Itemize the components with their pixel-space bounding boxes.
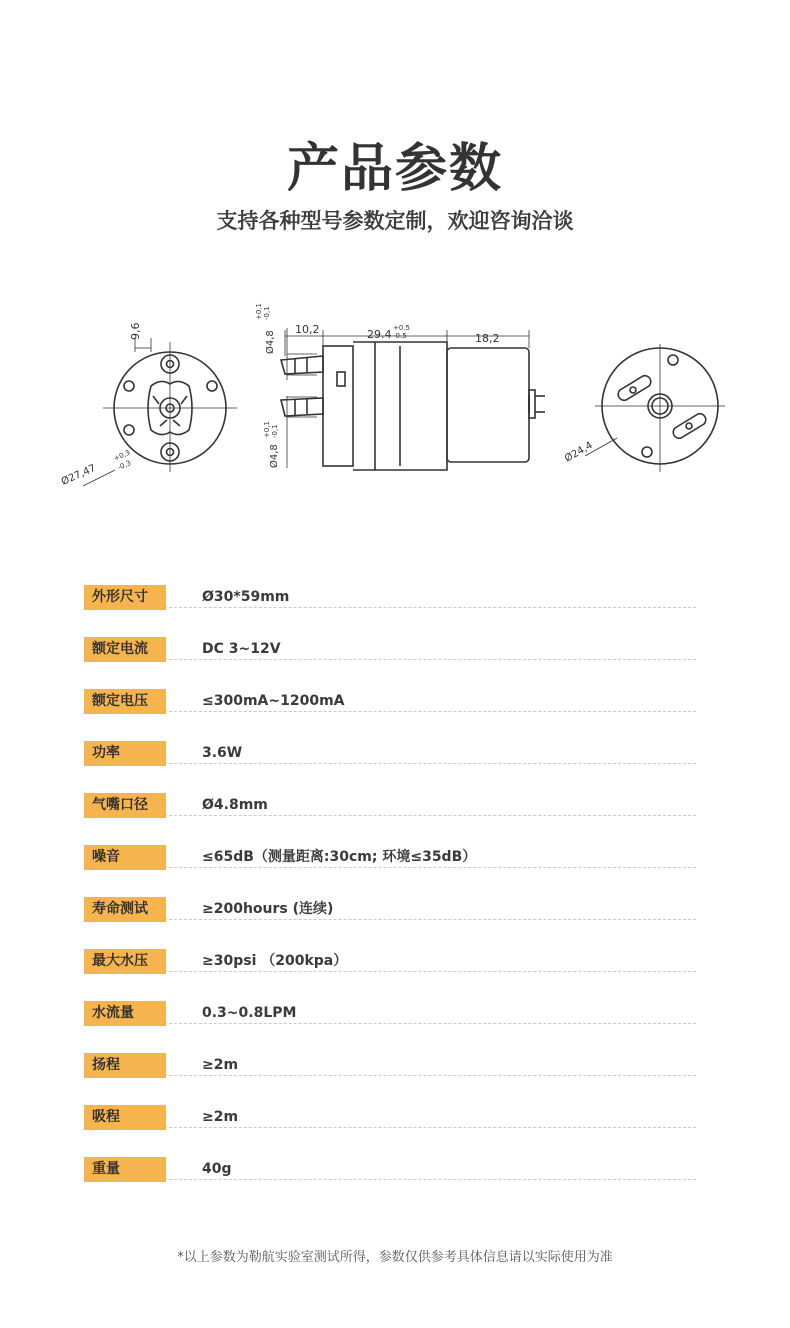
spec-label: 外形尺寸 xyxy=(84,585,166,610)
row-divider xyxy=(84,919,696,920)
pump-dimension-drawing xyxy=(55,300,745,500)
row-divider xyxy=(84,1179,696,1180)
spec-value: ≤65dB（测量距离:30cm; 环境≤35dB） xyxy=(202,849,477,865)
row-divider xyxy=(84,607,696,608)
spec-value: ≥30psi （200kpa） xyxy=(202,953,348,969)
dim-body-len: 29.4 xyxy=(367,328,392,341)
spec-label: 功率 xyxy=(84,741,166,766)
spec-value: 40g xyxy=(202,1161,232,1177)
spec-row xyxy=(84,897,696,949)
spec-row xyxy=(84,1157,696,1209)
spec-row xyxy=(84,949,696,1001)
spec-value: ≥2m xyxy=(202,1109,239,1125)
spec-row xyxy=(84,585,696,637)
page-subtitle: 支持各种型号参数定制，欢迎咨询洽谈 xyxy=(216,209,574,233)
spec-value: 0.3~0.8LPM xyxy=(202,1005,297,1021)
dim-front-tol-plus: +0,3 xyxy=(112,448,132,463)
spec-row xyxy=(84,1105,696,1157)
row-divider xyxy=(84,971,696,972)
spec-value: ≥200hours (连续) xyxy=(202,901,334,917)
dim-body-tol-minus: -0.5 xyxy=(393,332,407,340)
dim-nozzle-bottom-tol-plus: +0,1 xyxy=(263,421,271,438)
spec-value: Ø30*59mm xyxy=(202,589,290,605)
spec-label: 吸程 xyxy=(84,1105,166,1130)
dim-body-tol-plus: +0.5 xyxy=(393,324,410,332)
dim-nozzle-top-tol-minus: -0,1 xyxy=(263,306,271,320)
spec-label: 扬程 xyxy=(84,1053,166,1078)
dim-motor-len: 18,2 xyxy=(475,332,500,345)
row-divider xyxy=(84,763,696,764)
dim-front-top: 9,6 xyxy=(129,322,142,340)
spec-label: 额定电流 xyxy=(84,637,166,662)
side-view xyxy=(281,342,545,470)
dim-back-diameter: Ø24,4 xyxy=(563,440,595,465)
spec-row xyxy=(84,689,696,741)
spec-table xyxy=(84,585,696,1209)
dim-front-diameter: Ø27,47 xyxy=(59,462,98,488)
spec-row xyxy=(84,793,696,845)
back-view xyxy=(595,344,725,472)
spec-row xyxy=(84,1001,696,1053)
spec-label: 噪音 xyxy=(84,845,166,870)
spec-label: 重量 xyxy=(84,1157,166,1182)
row-divider xyxy=(84,815,696,816)
dim-nozzle-top-tol-plus: +0,1 xyxy=(255,303,263,320)
dim-nozzle-bottom-tol-minus: -0,1 xyxy=(271,424,279,438)
spec-label: 气嘴口径 xyxy=(84,793,166,818)
footer-note: *以上参数为勒航实验室测试所得，参数仅供参考具体信息请以实际使用为准 xyxy=(177,1250,613,1265)
dim-nozzle-len: 10,2 xyxy=(295,323,320,336)
spec-value: Ø4.8mm xyxy=(202,797,268,813)
spec-value: ≥2m xyxy=(202,1057,239,1073)
spec-row xyxy=(84,845,696,897)
row-divider xyxy=(84,1023,696,1024)
dim-nozzle-top: Ø4,8 xyxy=(265,330,276,354)
spec-row xyxy=(84,1053,696,1105)
row-divider xyxy=(84,1127,696,1128)
spec-value: ≤300mA~1200mA xyxy=(202,693,345,709)
page-title: 产品参数 xyxy=(286,139,503,199)
dim-nozzle-bottom: Ø4,8 xyxy=(269,444,280,468)
spec-label: 最大水压 xyxy=(84,949,166,974)
row-divider xyxy=(84,711,696,712)
spec-label: 水流量 xyxy=(84,1001,166,1026)
row-divider xyxy=(84,1075,696,1076)
row-divider xyxy=(84,659,696,660)
spec-label: 额定电压 xyxy=(84,689,166,714)
dim-front-tol-minus: -0,3 xyxy=(116,458,133,472)
spec-label: 寿命测试 xyxy=(84,897,166,922)
spec-row xyxy=(84,637,696,689)
spec-value: 3.6W xyxy=(202,745,243,761)
spec-value: DC 3~12V xyxy=(202,641,281,657)
spec-row xyxy=(84,741,696,793)
